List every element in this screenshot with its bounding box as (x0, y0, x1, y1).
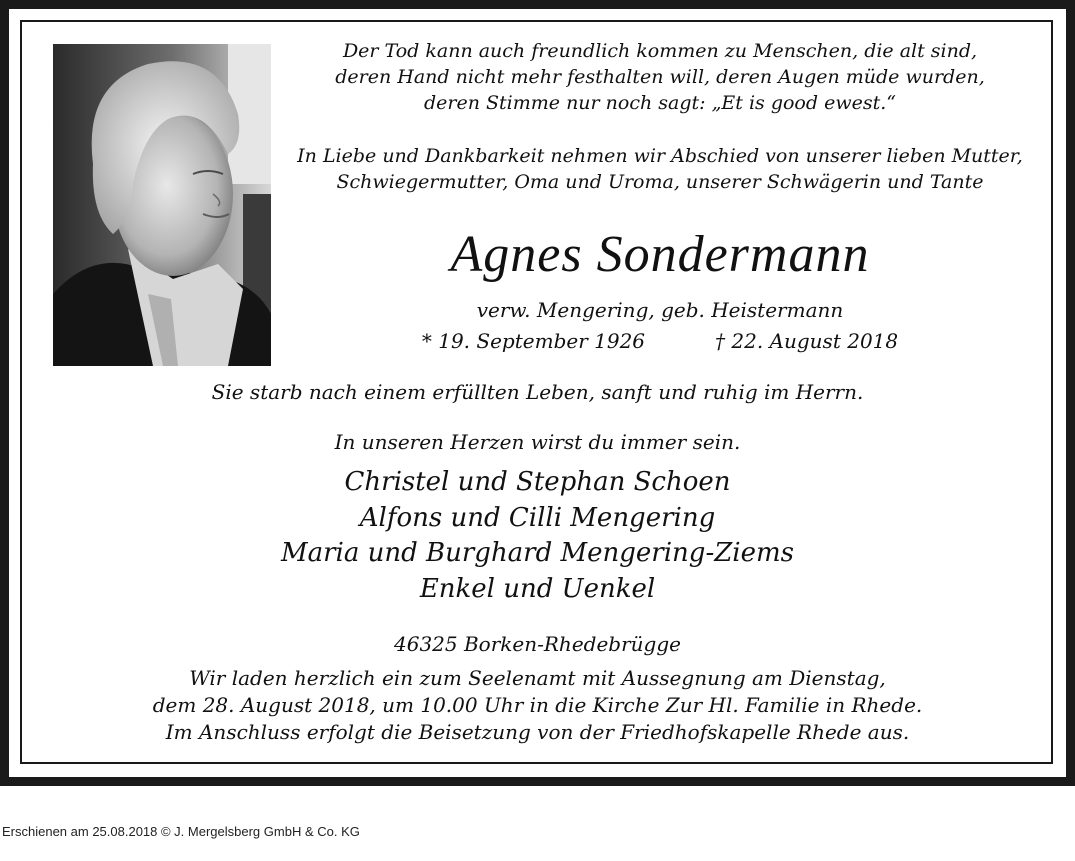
life-dates (340, 327, 980, 355)
birth-date: * 19. September 1926 (421, 329, 646, 353)
mourner-name: Enkel und Uenkel (419, 573, 656, 604)
portrait-photo-icon (53, 44, 271, 366)
family-address: 46325 Borken-Rhedebrügge (394, 632, 681, 656)
poem-line: deren Stimme nur noch sagt: „Et is good ewest.“ (424, 92, 896, 114)
deceased-name: Agnes Sondermann (450, 226, 870, 283)
poem-verse (300, 38, 1020, 116)
mourner-name: Alfons und Cilli Mengering (359, 502, 716, 533)
passing-statement: Sie starb nach einem erfüllten Leben, sanft und ruhig im Herrn. (211, 380, 864, 404)
service-invitation (100, 665, 975, 746)
hearts-statement: In unseren Herzen wirst du immer sein. (334, 430, 741, 454)
mourner-name: Christel und Stephan Schoen (344, 467, 731, 497)
publication-footer: Erschienen am 25.08.2018 © J. Mergelsberg GmbH & Co. KG (2, 824, 360, 839)
maiden-names: verw. Mengering, geb. Heistermann (476, 298, 844, 322)
invitation-line: Im Anschluss erfolgt die Beisetzung von der Friedhofskapelle Rhede aus. (165, 720, 910, 744)
portrait-photo (53, 44, 271, 366)
farewell-text (290, 143, 1030, 195)
invitation-line: Wir laden herzlich ein zum Seelenamt mit Aussegnung am Dienstag, (189, 666, 886, 690)
invitation-line: dem 28. August 2018, um 10.00 Uhr in die Kirche Zur Hl. Familie in Rhede. (152, 693, 923, 717)
mourner-name: Maria und Burghard Mengering-Ziems (280, 538, 794, 568)
mourners-list (200, 465, 875, 607)
farewell-line: Schwiegermutter, Oma und Uroma, unserer Schwägerin und Tante (336, 171, 984, 193)
poem-line: deren Hand nicht mehr festhalten will, deren Augen müde wurden, (335, 66, 985, 88)
death-date: † 22. August 2018 (715, 329, 899, 353)
farewell-line: In Liebe und Dankbarkeit nehmen wir Abschied von unserer lieben Mutter, (297, 145, 1023, 167)
poem-line: Der Tod kann auch freundlich kommen zu Menschen, die alt sind, (342, 40, 978, 62)
